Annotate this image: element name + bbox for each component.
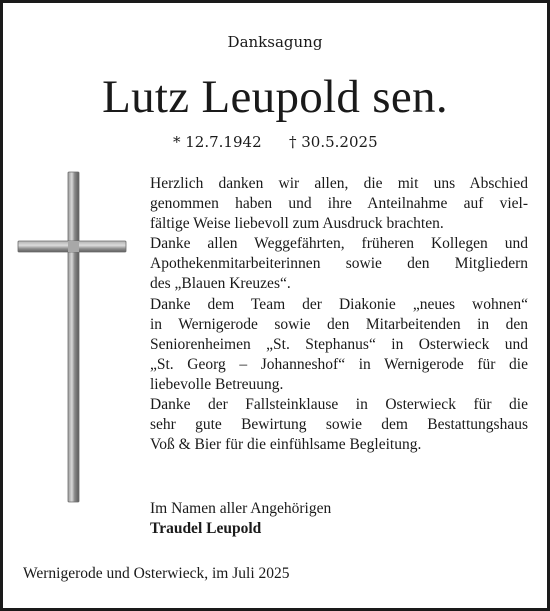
- place-and-date: Wernigerode und Osterwieck, im Juli 2025: [23, 565, 290, 582]
- text-line: „St. Georg – Johanneshof“ in Wernigerode für die: [150, 355, 528, 373]
- text-line: Danke allen Weggefährten, früheren Kollegen und: [150, 235, 528, 253]
- text-line: Danke dem Team der Diakonie „neues wohnen“: [150, 295, 528, 313]
- text-line: des „Blauen Kreuzes“.: [150, 275, 291, 293]
- text-line: liebevolle Betreuung.: [150, 375, 284, 393]
- text-line: in Wernigerode sowie den Mitarbeitenden in den: [150, 315, 528, 333]
- cross-icon: [17, 171, 127, 503]
- text-line: Herzlich danken wir allen, die mit uns Abschied: [150, 175, 528, 192]
- thanks-text: [150, 174, 528, 455]
- signer-name: Traudel Leupold: [150, 520, 262, 538]
- text-line: sehr gute Bewirtung sowie dem Bestattungshaus: [150, 416, 528, 434]
- closing-line: Im Namen aller Angehörigen: [150, 500, 332, 517]
- text-line: Seniorenheimen „St. Stephanus“ in Osterwieck und: [150, 335, 528, 353]
- text-line: Danke der Fallsteinklause in Osterwieck für die: [150, 396, 528, 414]
- closing-block: [150, 499, 331, 539]
- death-date: † 30.5.2025: [289, 133, 378, 151]
- birth-date: * 12.7.1942: [173, 133, 262, 151]
- text-line: Apothekenmitarbeiterinnen sowie den Mitgliedern: [150, 255, 528, 273]
- deceased-name: Lutz Leupold sen.: [102, 71, 448, 123]
- text-line: fältige Weise liebevoll zum Ausdruck brachten.: [150, 215, 444, 233]
- notice-heading: Danksagung: [227, 33, 323, 51]
- text-line: Voß & Bier für die einfühlsame Begleitung.: [150, 436, 422, 454]
- text-line: genommen haben und ihre Anteilnahme auf viel-: [150, 195, 528, 213]
